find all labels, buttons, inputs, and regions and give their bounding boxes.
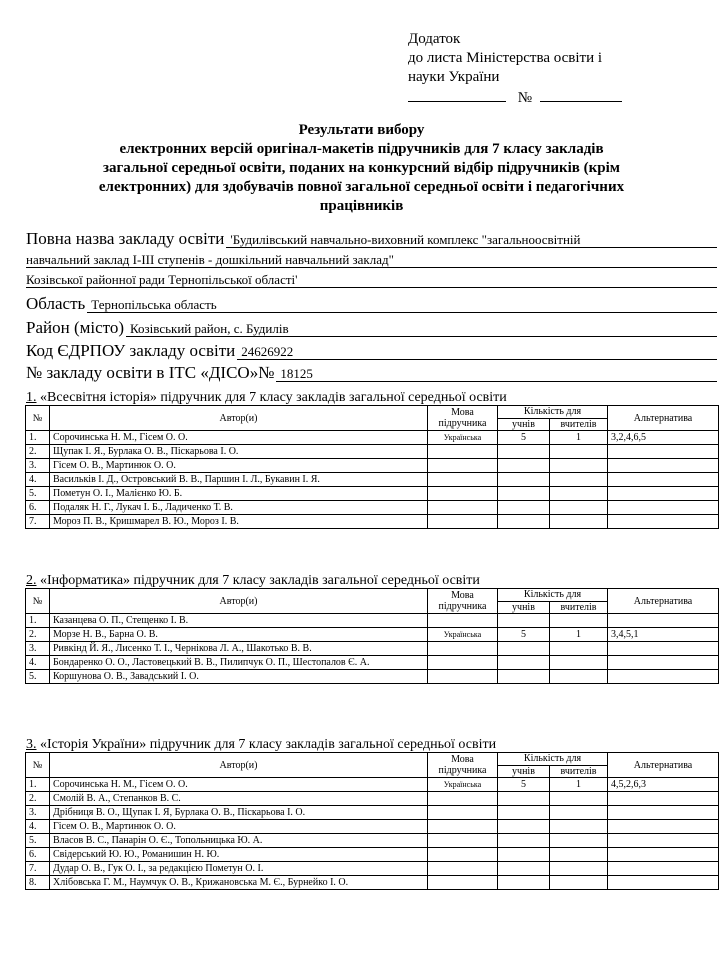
header-students: учнів: [498, 601, 550, 614]
table-row: [26, 628, 719, 642]
header-count: Кількість для: [498, 589, 608, 602]
row-author: Коршунова О. В., Завадський І. О.: [50, 670, 428, 684]
row-author: Свідерський Ю. Ю., Романишин Н. Ю.: [50, 848, 428, 862]
row-language: Українська: [428, 628, 498, 642]
row-number: 7.: [26, 862, 50, 876]
row-author: Щупак І. Я., Бурлака О. В., Піскарьова І. О.: [50, 445, 428, 459]
row-author: Казанцева О. П., Стещенко І. В.: [50, 614, 428, 628]
row-author: Сорочинська Н. М., Гісем О. О.: [50, 431, 428, 445]
number-blank: [540, 87, 622, 102]
row-teachers: [550, 501, 608, 515]
institution-name-value-line-1: 'Будилівський навчально-виховний комплекс "загальноосвітній: [226, 232, 717, 248]
header-no: №: [26, 406, 50, 431]
row-students: [498, 670, 550, 684]
table-row: [26, 848, 719, 862]
table-row: [26, 487, 719, 501]
row-students: [498, 642, 550, 656]
row-language: [428, 445, 498, 459]
row-students: [498, 473, 550, 487]
row-language: [428, 670, 498, 684]
section-number: 1.: [26, 390, 37, 405]
section-title: «Історія України» підручник для 7 класу закладів загальної середньої освіти: [40, 737, 497, 752]
edrpou-label: Код ЄДРПОУ закладу освіти: [26, 341, 236, 360]
edrpou-field: [26, 341, 717, 360]
row-teachers: [550, 792, 608, 806]
title-line-1: Результати вибору: [298, 122, 425, 138]
row-language: [428, 515, 498, 529]
row-teachers: [550, 670, 608, 684]
row-language: [428, 806, 498, 820]
row-author: Подаляк Н. Г., Лукач І. Б., Ладиченко Т. В.: [50, 501, 428, 515]
row-language: [428, 792, 498, 806]
row-alternative: [608, 806, 719, 820]
row-number: 1.: [26, 778, 50, 792]
row-alternative: [608, 445, 719, 459]
addendum-block: [408, 30, 622, 108]
header-students: учнів: [498, 765, 550, 778]
itc-number-field: [26, 363, 717, 382]
row-author: Дудар О. В., Гук О. І., за редакцією Пометун О. І.: [50, 862, 428, 876]
row-students: [498, 459, 550, 473]
row-teachers: [550, 614, 608, 628]
addendum-line-3: науки України: [408, 69, 500, 85]
header-students: учнів: [498, 418, 550, 431]
row-author: Морзе Н. В., Барна О. В.: [50, 628, 428, 642]
row-alternative: [608, 670, 719, 684]
row-alternative: [608, 848, 719, 862]
table-row: [26, 431, 719, 445]
header-count: Кількість для: [498, 753, 608, 766]
row-alternative: [608, 501, 719, 515]
row-number: 8.: [26, 876, 50, 890]
row-language: [428, 459, 498, 473]
row-language: [428, 473, 498, 487]
row-students: 5: [498, 628, 550, 642]
row-number: 7.: [26, 515, 50, 529]
row-students: 5: [498, 778, 550, 792]
table-row: [26, 642, 719, 656]
row-author: Сорочинська Н. М., Гісем О. О.: [50, 778, 428, 792]
row-teachers: [550, 473, 608, 487]
institution-name-value-line-3: Козівської районної ради Тернопільської області': [26, 272, 717, 288]
row-teachers: [550, 642, 608, 656]
row-teachers: [550, 848, 608, 862]
row-teachers: 1: [550, 778, 608, 792]
row-number: 1.: [26, 431, 50, 445]
region-value: Тернопільська область: [87, 297, 717, 313]
row-author: Гісем О. В., Мартинюк О. О.: [50, 459, 428, 473]
title-line-5: працівників: [319, 198, 404, 214]
number-sign: №: [517, 90, 533, 106]
row-teachers: [550, 876, 608, 890]
row-author: Хлібовська Г. М., Наумчук О. В., Крижановська М. Є., Бурнейко І. О.: [50, 876, 428, 890]
row-author: Васильків І. Д., Островський В. В., Паршин І. Л., Букавин І. Я.: [50, 473, 428, 487]
date-blank: [408, 87, 506, 102]
table-row: [26, 862, 719, 876]
row-number: 3.: [26, 642, 50, 656]
section-title: «Всесвітня історія» підручник для 7 класу закладів загальної середньої освіти: [40, 390, 507, 405]
section-number: 2.: [26, 573, 37, 588]
row-number: 4.: [26, 656, 50, 670]
row-students: [498, 820, 550, 834]
row-language: [428, 876, 498, 890]
row-teachers: [550, 862, 608, 876]
header-teachers: вчителів: [550, 418, 608, 431]
row-alternative: 4,5,2,6,3: [608, 778, 719, 792]
title-line-3: загальної середньої освіти, поданих на конкурсний відбір підручників (крім: [102, 160, 621, 176]
row-teachers: [550, 834, 608, 848]
row-students: [498, 848, 550, 862]
row-alternative: [608, 459, 719, 473]
row-number: 6.: [26, 501, 50, 515]
row-author: Мороз П. В., Кришмарел В. Ю., Мороз І. В.: [50, 515, 428, 529]
edrpou-value: 24626922: [237, 344, 717, 360]
row-language: [428, 501, 498, 515]
header-alternative: Альтернатива: [608, 753, 719, 778]
table-row: [26, 445, 719, 459]
row-teachers: [550, 459, 608, 473]
row-alternative: [608, 515, 719, 529]
table-header-row: [26, 589, 719, 602]
section-1-heading: [26, 390, 507, 406]
row-students: [498, 876, 550, 890]
row-alternative: 3,2,4,6,5: [608, 431, 719, 445]
row-language: [428, 862, 498, 876]
row-teachers: [550, 806, 608, 820]
row-alternative: [608, 792, 719, 806]
title-line-2: електронних версій оригінал-макетів підручників для 7 класу закладів: [119, 141, 604, 157]
district-label: Район (місто): [26, 318, 124, 337]
table-row: [26, 834, 719, 848]
row-alternative: [608, 642, 719, 656]
section-number: 3.: [26, 737, 37, 752]
header-language: Мова підручника: [428, 406, 498, 431]
row-language: [428, 820, 498, 834]
row-students: [498, 806, 550, 820]
addendum-number-line: [408, 87, 622, 108]
row-alternative: [608, 487, 719, 501]
row-language: [428, 487, 498, 501]
itc-number-label: № закладу освіти в ІТС «ДІСО»№: [26, 363, 275, 382]
section-3-heading: [26, 737, 496, 753]
row-author: Гісем О. В., Мартинюк О. О.: [50, 820, 428, 834]
row-language: [428, 614, 498, 628]
row-number: 5.: [26, 487, 50, 501]
row-language: Українська: [428, 778, 498, 792]
row-alternative: [608, 834, 719, 848]
row-students: [498, 834, 550, 848]
table-row: [26, 792, 719, 806]
section-2-heading: [26, 573, 480, 589]
row-alternative: 3,4,5,1: [608, 628, 719, 642]
document-title: [0, 121, 723, 216]
table-row: [26, 515, 719, 529]
addendum-line-2: до листа Міністерства освіти і: [408, 50, 603, 66]
row-number: 5.: [26, 670, 50, 684]
row-number: 4.: [26, 473, 50, 487]
header-author: Автор(и): [50, 589, 428, 614]
section-2-table: [25, 588, 719, 684]
institution-name-value-line-2: навчальний заклад І-ІІІ ступенів - дошкільний навчальний заклад": [26, 252, 717, 268]
header-count: Кількість для: [498, 406, 608, 419]
row-number: 5.: [26, 834, 50, 848]
header-teachers: вчителів: [550, 765, 608, 778]
row-teachers: [550, 487, 608, 501]
section-3-table: [25, 752, 719, 890]
header-language: Мова підручника: [428, 753, 498, 778]
row-number: 2.: [26, 445, 50, 459]
title-line-4: електронних) для здобувачів повної загальної середньої освіти і педагогічних: [98, 179, 625, 195]
row-number: 3.: [26, 806, 50, 820]
row-author: Бондаренко О. О., Ластовецький В. В., Пилипчук О. П., Шестопалов Є. А.: [50, 656, 428, 670]
row-author: Пометун О. І., Малієнко Ю. Б.: [50, 487, 428, 501]
header-no: №: [26, 589, 50, 614]
row-author: Смолій В. А., Степанков В. С.: [50, 792, 428, 806]
institution-name-field: [26, 229, 717, 248]
row-students: [498, 515, 550, 529]
row-alternative: [608, 614, 719, 628]
row-students: [498, 445, 550, 459]
district-value: Козівський район, с. Будилів: [126, 321, 717, 337]
table-row: [26, 614, 719, 628]
row-author: Власов В. С., Панарін О. Є., Топольницька Ю. А.: [50, 834, 428, 848]
table-row: [26, 806, 719, 820]
row-teachers: 1: [550, 628, 608, 642]
row-students: [498, 614, 550, 628]
table-row: [26, 473, 719, 487]
header-language: Мова підручника: [428, 589, 498, 614]
row-students: [498, 656, 550, 670]
row-students: 5: [498, 431, 550, 445]
row-number: 2.: [26, 792, 50, 806]
row-number: 6.: [26, 848, 50, 862]
row-author: Ривкінд Й. Я., Лисенко Т. І., Чернікова Л. А., Шакотько В. В.: [50, 642, 428, 656]
row-language: [428, 642, 498, 656]
region-label: Область: [26, 294, 86, 313]
table-header-row: [26, 753, 719, 766]
row-number: 2.: [26, 628, 50, 642]
row-students: [498, 862, 550, 876]
row-teachers: [550, 656, 608, 670]
header-author: Автор(и): [50, 406, 428, 431]
row-teachers: [550, 820, 608, 834]
row-number: 3.: [26, 459, 50, 473]
section-1-table: [25, 405, 719, 529]
table-row: [26, 670, 719, 684]
table-row: [26, 876, 719, 890]
row-students: [498, 501, 550, 515]
table-header-row: [26, 406, 719, 419]
row-alternative: [608, 473, 719, 487]
row-author: Дрібниця В. О., Щупак І. Я, Бурлака О. В., Піскарьова І. О.: [50, 806, 428, 820]
region-field: [26, 294, 717, 313]
row-language: [428, 848, 498, 862]
table-row: [26, 656, 719, 670]
header-alternative: Альтернатива: [608, 406, 719, 431]
table-row: [26, 501, 719, 515]
itc-number-value: 18125: [276, 366, 717, 382]
row-students: [498, 792, 550, 806]
row-teachers: 1: [550, 431, 608, 445]
row-alternative: [608, 820, 719, 834]
header-alternative: Альтернатива: [608, 589, 719, 614]
row-language: Українська: [428, 431, 498, 445]
row-alternative: [608, 876, 719, 890]
header-author: Автор(и): [50, 753, 428, 778]
header-teachers: вчителів: [550, 601, 608, 614]
row-alternative: [608, 862, 719, 876]
row-alternative: [608, 656, 719, 670]
row-number: 1.: [26, 614, 50, 628]
table-row: [26, 459, 719, 473]
row-students: [498, 487, 550, 501]
row-number: 4.: [26, 820, 50, 834]
header-no: №: [26, 753, 50, 778]
table-row: [26, 778, 719, 792]
row-teachers: [550, 445, 608, 459]
addendum-line-1: Додаток: [408, 31, 461, 47]
institution-name-label: Повна назва закладу освіти: [26, 229, 225, 248]
row-teachers: [550, 515, 608, 529]
row-language: [428, 834, 498, 848]
table-row: [26, 820, 719, 834]
district-field: [26, 318, 717, 337]
row-language: [428, 656, 498, 670]
section-title: «Інформатика» підручник для 7 класу закладів загальної середньої освіти: [40, 573, 480, 588]
